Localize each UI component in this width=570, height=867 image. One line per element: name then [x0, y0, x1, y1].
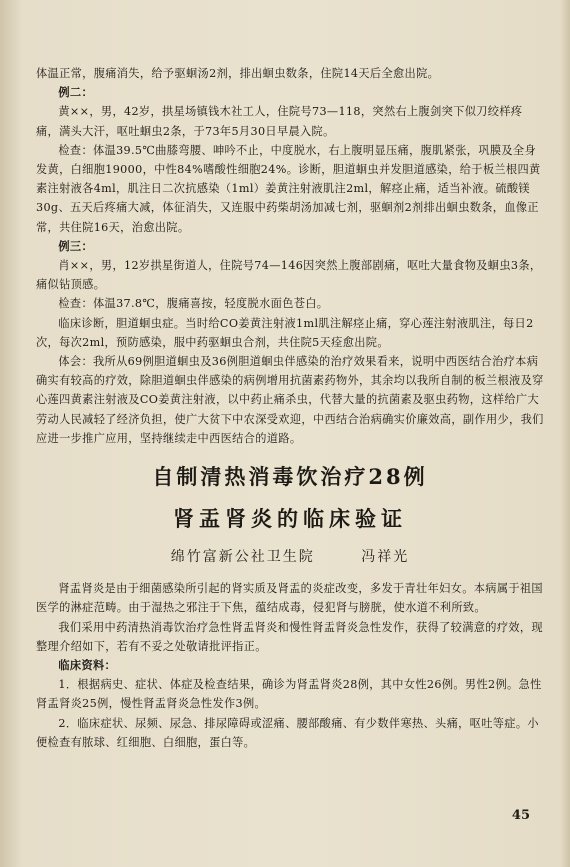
article-title-line2: 肾盂肾炎的临床验证 [173, 506, 407, 532]
article-byline [36, 548, 544, 567]
author-name: 冯祥光 [361, 549, 410, 566]
page-number: 45 [511, 808, 530, 823]
article-method: 我们采用中药清热消毒饮治疗急性肾盂肾炎和慢性肾盂肾炎急性发作，获得了较满意的疗效，现整理介绍如下，若有不妥之处敬请批评指正。 [36, 620, 543, 653]
case3-heading: 例三： [58, 238, 94, 253]
article-title-line1: 自制清热消毒饮治疗28例 [152, 464, 428, 490]
author-institution: 绵竹富新公社卫生院 [170, 549, 315, 566]
case1-conclusion: 体温正常，腹痛消失，给予驱蛔汤2剂，排出蛔虫数条，住院14天后全愈出院。 [36, 67, 440, 80]
case2-exam: 检查：体温39.5℃曲膝弯腰、呻吟不止，中度脱水，右上腹明显压痛，腹肌紧张，巩膜及全身发黄，白细胞19000，中性84%嗜酸性细胞24%。诊断，胆道蛔虫并发胆道感染，给于板兰根四黄素注射液各4ml，肌注日二次抗感染（1ml）姜黄注射液肌注2ml，解痉止痛，适当补液。硫酸镁30g、五天后疼痛大减，体征消失，又连服中药柴胡汤加减七剂，驱蛔剂2剂排出蛔虫数条，血像正常，共住院16天，治愈出院。 [36, 143, 541, 234]
case3-diagnosis: 临床诊断，胆道蛔虫症。当时给CO姜黄注射液1ml肌注解痉止痛，穿心莲注射液肌注，每日2次，每次2ml，预防感染，服中药驱蛔虫合剂，共住院5天痊愈出院。 [36, 316, 534, 349]
clinical-data-item-1: 1．根据病史、症状、体症及检查结果，确诊为肾盂肾炎28例，其中女性26例。男性2例。急性肾盂肾炎25例，慢性肾盂肾炎急性发作3例。 [36, 678, 542, 711]
article-intro: 肾盂肾炎是由于细菌感染所引起的肾实质及肾盂的炎症改变，多发于青壮年妇女。本病属于祖国医学的淋症范畴。由于湿热之邪注于下焦，蕴结成毒，侵犯肾与膀胱，使水道不利所致。 [36, 582, 543, 615]
case3-history: 肖××，男，12岁拱星街道人，住院号74—146因突然上腹部剧痛，呕吐大量食物及蛔虫3条，痛似钻顶感。 [36, 259, 542, 292]
experience-summary: 体会：我所从69例胆道蛔虫及36例胆道蛔虫伴感染的治疗效果看来，说明中西医结合治疗本病确实有较高的疗效，除胆道蛔虫伴感染的病例增用抗菌素药物外，其余均以我所自制的板兰根液及穿心莲四黄素注射液及CO姜黄注射液，以中药止痛杀虫，代替大量的抗菌素及驱虫药物，这样给广大劳动人民减轻了经济负担，使广大贫下中农深受欢迎，中西结合治病确实价廉效高，副作用少，我们应进一步推广应用，坚持继续走中西医结合的道路。 [36, 355, 544, 445]
clinical-data-item-2: 2．临床症状、尿频、尿急、排尿障碍或涩痛、腰部酸痛、有少数伴寒热、头痛，呕吐等症。小便检查有脓球、红细胞、白细胞，蛋白等。 [36, 716, 539, 749]
case2-history: 黄××，男，42岁，拱星场镇钱木社工人，住院号73—118，突然右上腹剑突下似刀绞样疼痛，满头大汗，呕吐蛔虫2条，于73年5月30日早晨入院。 [36, 105, 523, 138]
clinical-data-heading: 临床资料： [58, 658, 117, 673]
case2-heading: 例二： [58, 85, 94, 100]
case3-exam: 检查：体温37.8℃，腹痛喜按，轻度脱水面色苍白。 [58, 297, 329, 311]
page-content [36, 64, 544, 752]
